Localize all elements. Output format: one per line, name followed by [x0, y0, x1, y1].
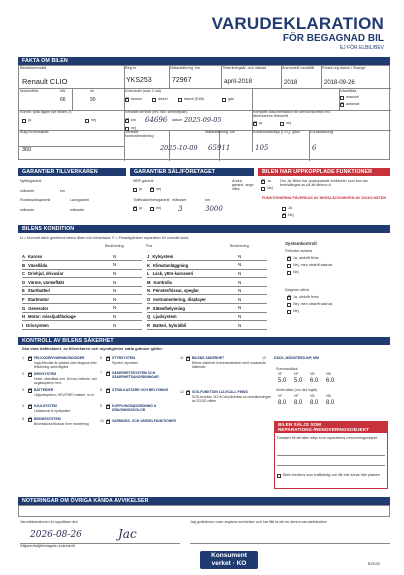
condition-code: Q	[147, 314, 151, 320]
condition-code: A	[22, 254, 26, 259]
condition-name: Kaross	[28, 254, 43, 259]
tread-value[interactable]: 6.0	[326, 378, 335, 384]
cond-right-row	[147, 288, 199, 293]
diagnos-yes-label: Ja, utskrift finns	[293, 295, 319, 299]
condition-divider	[22, 294, 142, 295]
tread-header: VB	[310, 394, 315, 398]
condition-code: M	[147, 279, 151, 285]
prev-insp-value: 2025-10-09	[160, 144, 198, 152]
cond-right-row	[147, 323, 186, 328]
regnr-value: YKS253	[126, 77, 152, 84]
brand-line2: verket · KO	[211, 560, 247, 567]
condition-code: G	[22, 305, 26, 311]
buyer-label: Jag godkänner ovan angivna avvikelser och har fått ta del av denna varudeklaration	[190, 520, 327, 524]
cond-left-row	[22, 263, 47, 268]
condition-name: Startbatteri	[27, 288, 51, 294]
brand-line1: Konsument	[211, 552, 247, 559]
gearbox-manual-label: manuell	[346, 95, 359, 99]
kw-label: kW	[60, 89, 66, 93]
condition-col-rating-left: Bedömning	[105, 244, 124, 248]
condition-name: Kontrolla	[153, 279, 172, 285]
condition-code: K	[147, 262, 151, 268]
connected-yes-checkbox[interactable]	[261, 180, 265, 184]
rust-label: Rostskyddsgaranti	[20, 198, 51, 202]
condition-code: L	[147, 271, 150, 277]
condition-code: J	[147, 254, 150, 259]
safety-item-checkbox[interactable]	[186, 391, 190, 395]
winter-label: Vinterdäck (om det ingår)	[276, 388, 318, 392]
connected-no-label: Nej	[267, 186, 273, 190]
safety-item-number: 6	[100, 356, 102, 360]
section-warranty-manufacturer: GARANTIER TILLVERKAREN	[18, 168, 126, 176]
section-notes: NOTERINGAR OM ÖVRIGA KÄNDA AVVIKELSER	[18, 497, 390, 505]
tread-value[interactable]: 6.0	[310, 378, 319, 384]
fuel-gas-checkbox[interactable]	[222, 98, 226, 102]
regnr-label: Reg.nr	[125, 66, 137, 70]
safety-item-checkbox[interactable]	[28, 405, 32, 409]
condition-rating[interactable]: N	[238, 296, 242, 302]
paint-month-label: månader	[70, 208, 85, 212]
gearbox-manual-checkbox[interactable]	[340, 96, 344, 100]
docs-no-label: nej	[286, 121, 291, 125]
condition-divider	[22, 320, 142, 321]
cond-right-row	[147, 254, 173, 259]
tread-value[interactable]: 5.0	[278, 378, 287, 384]
felkoder-nej2-label: Nej	[293, 270, 299, 274]
condition-name: Lack, yttre karosseri	[152, 271, 194, 277]
trafik-no-label: nej	[156, 206, 161, 210]
radio-no-checkbox[interactable]	[282, 214, 286, 218]
date-label: Varudeklarationen är upprättad den	[20, 520, 78, 524]
sale-danger-checkbox[interactable]	[277, 474, 281, 478]
docs-label: Komplett dokumentation för service/kontroll enl. tillverkarens föreskrift	[253, 110, 331, 118]
condition-rating[interactable]: N	[113, 296, 117, 302]
tax-value: 360	[22, 147, 32, 153]
safety-item-text: Inga felkoder är släckta utan diagnos eller felsökning samt åtgärd	[34, 361, 97, 369]
condition-rating[interactable]: N	[113, 270, 117, 276]
safety-item-checkbox[interactable]	[186, 357, 190, 361]
condition-divider	[22, 329, 142, 330]
mrf-label: MRF-garanti	[133, 179, 154, 183]
other-warranty-label: Andra garanti, ange vilka	[232, 179, 254, 191]
tread-header: HB	[326, 372, 331, 376]
motor-label: Motoreffekt	[20, 89, 39, 93]
safety-item-number: 13	[262, 356, 266, 360]
condition-divider	[147, 312, 267, 313]
mrf-no-checkbox[interactable]	[150, 188, 154, 192]
tread-value[interactable]: 8.0	[294, 400, 303, 406]
condition-divider	[22, 269, 142, 270]
sign-label: Säljaren/säljföretagets underskrift	[20, 544, 75, 548]
condition-rating[interactable]: N	[113, 279, 117, 285]
trafik-km-label: km	[205, 198, 210, 202]
condition-divider	[147, 277, 267, 278]
condition-rating[interactable]: N	[238, 313, 242, 319]
safety-item-checkbox[interactable]	[106, 420, 110, 424]
condition-rating[interactable]: N	[238, 253, 242, 259]
safety-item-number: 7	[100, 371, 102, 375]
cond-left-row	[22, 314, 76, 319]
felkoder-yes-label: Ja, utskrift finns	[293, 256, 319, 260]
condition-divider	[147, 294, 267, 295]
felkoder-label: Felkoder avlästa	[285, 249, 313, 253]
diagnos-nej2-checkbox[interactable]	[287, 310, 291, 314]
trafik-yes-checkbox[interactable]	[133, 207, 137, 211]
firstreg-label: Första reg.datum i Sverige	[322, 66, 366, 70]
condition-rating[interactable]: N	[238, 288, 242, 294]
service-label: Senaste service (enl. tillv. serviceplan)	[125, 110, 188, 114]
newcar-month-label: månader	[20, 189, 35, 193]
condition-code: C	[22, 271, 26, 277]
service-no-label: nej	[131, 126, 136, 130]
fuel-bensin-checkbox[interactable]	[125, 98, 129, 102]
euro-label: Euroklassning	[310, 130, 334, 134]
condition-name: Startmotor	[27, 297, 49, 302]
safety-item-number: 4	[22, 404, 24, 408]
condition-name: Säten/belysning	[152, 305, 185, 311]
modelyear-label: Årsmodell/ modellår	[282, 66, 315, 70]
fuel-diesel-label: diesel	[158, 97, 168, 101]
euro-value: 6	[312, 144, 317, 152]
tread-header: HB	[326, 394, 331, 398]
condition-rating[interactable]: N	[113, 253, 117, 259]
service-yes-checkbox[interactable]	[125, 119, 129, 123]
condition-col-pos: Pos	[146, 244, 153, 248]
safety-item-title: BATTERIER	[34, 388, 54, 392]
safety-item-title: DÄCK, MÖNSTERDJUP, MM	[274, 356, 319, 360]
summer-label: Sommardäck	[276, 367, 298, 371]
tread-header: VF	[278, 372, 283, 376]
trafik-label: Trafiksäkerhetsgaranti	[133, 198, 170, 202]
safety-item-text: Lågvoltsystem, HEV/PHEV batteri, m.m.	[34, 393, 95, 397]
felkoder-nej1-checkbox[interactable]	[287, 264, 291, 268]
condition-col-rating-right: Bedömning	[230, 244, 249, 248]
condition-divider	[147, 260, 267, 261]
condition-name: Generator	[28, 305, 49, 311]
co2-value: 105	[255, 144, 269, 152]
firstreg-value: 2018-09-26	[324, 80, 355, 86]
safety-intro: Ska vara trafiksäkert, av tillverkaren och myndigheter satta gränser gäller:	[22, 346, 163, 351]
safety-item-title: VARNINGS- OCH VARSELFUNKTIONER	[112, 419, 176, 423]
condition-name: Ljudsystem	[153, 314, 177, 320]
model-label: Bilmärke/modell	[20, 66, 47, 70]
safety-item-title: FELKODER/VARNINGSDIODER	[34, 356, 85, 360]
trafik-km-value: 3000	[205, 205, 223, 213]
cond-right-row	[147, 314, 177, 319]
safety-item-checkbox[interactable]	[106, 389, 110, 393]
sale-danger-label: Bilen bedöms som trafikfarlig och får inte köras från platsen	[283, 473, 380, 477]
co2-label: Koldioxidutsläpp (CO₂), g/km	[253, 130, 301, 134]
condition-code: O	[147, 297, 151, 302]
condition-rating[interactable]: N	[238, 270, 242, 276]
cond-left-row	[22, 297, 49, 302]
cond-right-row	[147, 280, 172, 285]
safety-item-text: Hoter, växellåda mm. Drivna, bränsle- och avgassystem m.m.	[34, 377, 98, 385]
condition-rating[interactable]: N	[238, 279, 242, 285]
cond-right-row	[147, 271, 193, 276]
tax-label: Årlig fordonsskatt	[20, 130, 49, 134]
condition-rating[interactable]: N	[238, 305, 242, 311]
diagnos-nej1-checkbox[interactable]	[287, 303, 291, 307]
service-km-label: km	[131, 118, 136, 122]
condition-rating[interactable]: N	[113, 313, 117, 319]
safety-item-checkbox[interactable]	[106, 357, 110, 361]
section-connected: BILEN HAR UPPKOPPLADE FUNKTIONER	[258, 168, 390, 176]
tread-value[interactable]: 8.0	[310, 400, 319, 406]
rust-month-label: månader	[20, 208, 35, 212]
condition-code: H	[22, 314, 26, 320]
mileage-label: Mätarställning, km	[170, 66, 200, 70]
trafik-yes-label: ja	[139, 206, 142, 210]
owners-yes-label: ja	[28, 118, 31, 122]
radio-yes-checkbox[interactable]	[282, 207, 286, 211]
section-condition: BILENS KONDITION	[18, 225, 390, 233]
diagnos-nej1-label: Nej, men utskrift saknas	[293, 302, 333, 306]
condition-code: B	[22, 262, 26, 268]
condition-legend: N = Normalt skick gentemot bilens ålder och körsträcka, F = Felaktig/kräver reparation för normalt skick	[20, 236, 189, 240]
cond-right-row	[147, 306, 185, 311]
made-label: Tillverkningsår- och månad	[222, 66, 267, 70]
safety-item-checkbox[interactable]	[28, 389, 32, 393]
condition-code: F	[22, 297, 25, 302]
kw-value: 66	[60, 97, 66, 103]
trafik-month-label: månader	[172, 198, 187, 202]
connected-note: Om Ja: Bilen har uppkopplade funktioner som kan tas bort/stängas av på att lämna ut	[280, 179, 368, 187]
tread-header: HF	[294, 394, 299, 398]
tread-header: VF	[278, 394, 283, 398]
safety-item-text: Länkarmar & hjulsystem	[34, 409, 71, 413]
trafik-no-checkbox[interactable]	[150, 207, 154, 211]
cond-left-row	[22, 288, 50, 293]
condition-code: I	[22, 322, 24, 328]
safety-item-title: SOS-FUNKTION 112-ECALL FINNS	[192, 390, 248, 394]
section-safety: KONTROLL AV BILENS SÄKERHET	[18, 337, 390, 345]
safety-item-text: Bilens säkerhet överensstämmer med nuvarande bildtester	[192, 361, 266, 369]
safety-item-text: Bromsskivor/klossar över monitering	[34, 422, 89, 426]
safety-item-checkbox[interactable]	[28, 418, 32, 422]
safety-item-number: 1	[22, 356, 24, 360]
condition-code: P	[147, 305, 150, 311]
safety-item-title: DRIVSYSTEM	[34, 372, 57, 376]
condition-divider	[22, 286, 142, 287]
condition-rating[interactable]: N	[238, 322, 242, 328]
newcar-km-label: km	[60, 189, 65, 193]
fuel-etanol-label: etanol (E85)	[184, 97, 205, 101]
condition-name: Motor: missljud/läckage	[28, 314, 76, 320]
condition-divider	[147, 320, 267, 321]
tread-value[interactable]: 8.0	[278, 400, 287, 406]
gearbox-automat-label: automat	[346, 102, 360, 106]
insp-km-label: Mätarställning, km	[205, 130, 235, 134]
prev-insp-label: Senaste kontrollbesiktning	[125, 130, 154, 138]
mrf-yes-checkbox[interactable]	[133, 188, 137, 192]
condition-code: E	[22, 288, 25, 294]
condition-name: Fönster/hissar, speglar	[153, 288, 199, 294]
fuel-diesel-checkbox[interactable]	[152, 98, 156, 102]
owners-no-checkbox[interactable]	[85, 119, 89, 123]
cond-right-row	[147, 297, 206, 302]
safety-item-text: Styrled, styrväxel	[112, 361, 138, 365]
mileage-value: 72967	[172, 77, 192, 84]
condition-rating[interactable]: N	[113, 262, 117, 268]
cond-left-row	[22, 254, 42, 259]
cond-left-row	[22, 280, 64, 285]
felkoder-yes-checkbox[interactable]	[287, 257, 291, 261]
section-facts-header: FAKTA OM BILEN	[18, 57, 390, 65]
diagnos-yes-checkbox[interactable]	[287, 296, 291, 300]
safety-item-checkbox[interactable]	[106, 405, 110, 409]
service-date-label: datum	[172, 118, 183, 122]
service-km-value: 64696	[145, 116, 168, 124]
page-title: VARUDEKLARATION	[211, 14, 384, 33]
condition-name: Batteri, hybridbil	[153, 322, 187, 328]
owners-check-label: Komm: tyda ägare (se bilden 2)	[20, 110, 72, 114]
safety-item-title: STYRSYSTEM	[112, 356, 135, 360]
gearbox-label: Växellåda	[340, 89, 357, 93]
safety-item-title: SÄKERHETSSYSTEM OCH SÄKERHETSANORDNINGAR	[112, 371, 159, 379]
safety-item-text: SOS-funktion 112-eCall påverkas av nedsläckningen av 2G/3G-näten	[192, 395, 272, 403]
safety-item-checkbox[interactable]	[28, 373, 32, 377]
safety-item-checkbox[interactable]	[106, 372, 110, 376]
systems-title: Systemkontroll	[285, 241, 317, 246]
docs-yes-checkbox[interactable]	[253, 122, 257, 126]
page-subtitle: FÖR BEGAGNAD BIL	[282, 33, 384, 44]
radio-yes-label: Ja	[288, 206, 292, 210]
signature: Jac	[118, 527, 137, 541]
condition-name: Instrumentering, displayer	[153, 297, 206, 302]
condition-rating[interactable]: N	[113, 288, 117, 294]
cond-left-row	[22, 271, 63, 276]
safety-item-number: 8	[100, 388, 102, 392]
docs-yes-label: ja	[259, 121, 262, 125]
condition-divider	[22, 260, 142, 261]
condition-code: R	[147, 322, 151, 328]
safety-item-title: KOPPLINGSANORDNING & DRAGNINGSÖGLOR	[112, 404, 157, 412]
tread-value[interactable]: 5.0	[294, 378, 303, 384]
fuel-label: Drivmedel (max 2 val)	[125, 89, 161, 93]
safety-item-number: 10	[100, 419, 104, 423]
modelyear-value: 2018	[284, 80, 298, 86]
safety-item-checkbox[interactable]	[28, 357, 32, 361]
newcar-label: Nybilsgaranti	[20, 179, 42, 183]
section-warranty-seller: GARANTIER SÄLJFÖRETAGET	[130, 168, 254, 176]
tread-header: VB	[310, 372, 315, 376]
condition-name: Kylsystem	[152, 254, 174, 259]
felkoder-nej2-checkbox[interactable]	[287, 271, 291, 275]
safety-item-title: BROMSSYSTEM	[34, 417, 61, 421]
cond-left-row	[22, 306, 48, 311]
safety-item-number: 11	[180, 356, 184, 360]
safety-item-number: 2	[22, 372, 24, 376]
mrf-no-label: nej	[156, 187, 161, 191]
sale-text: Orsaken till att bilen säljs som reparations-/renoveringsobjekt:	[277, 436, 378, 440]
owners-no-label: nej	[91, 118, 96, 122]
connected-yes-label: Ja	[267, 179, 271, 183]
condition-name: Drivsystem	[26, 322, 49, 328]
felkoder-nej1-label: Nej, men utskrift saknas	[293, 263, 333, 267]
fuel-bensin-label: bensin	[131, 97, 142, 101]
model-value: Renault CLIO	[22, 77, 68, 86]
hk-value: 90	[90, 97, 96, 103]
condition-code: D	[22, 279, 26, 285]
condition-divider	[147, 269, 267, 270]
condition-divider	[147, 303, 267, 304]
radio-note: FUNKTIONERNA PÅVERKAS AV NEDSLÄCKNINGEN AV 2G/3G-NÄTEN	[262, 196, 387, 200]
mrf-yes-label: ja	[139, 187, 142, 191]
safety-item-number: 12	[180, 390, 184, 394]
page-note: EJ FÖR ELBIL/BEV	[339, 45, 384, 51]
hk-label: hk	[90, 89, 94, 93]
condition-rating[interactable]: N	[113, 322, 117, 328]
tread-value[interactable]: 8.0	[326, 400, 335, 406]
owners-yes-checkbox[interactable]	[22, 119, 26, 123]
paint-label: Lackgaranti	[70, 198, 90, 202]
form-code: BVD25	[368, 562, 380, 566]
date-value: 2026-08-26	[30, 530, 82, 540]
notes-area[interactable]	[18, 505, 390, 517]
safety-item-title: BILENS SÄKERHET	[192, 356, 225, 360]
condition-rating[interactable]: N	[238, 262, 242, 268]
condition-name: Klimatanläggning	[153, 262, 189, 268]
safety-item-title: STRÅLKASTARE OCH BELYSNING	[112, 388, 169, 392]
condition-divider	[22, 277, 142, 278]
condition-divider	[22, 303, 142, 304]
insp-km-value: 65911	[208, 144, 231, 152]
radio-no-label: Nej	[288, 213, 294, 217]
gearbox-automat-checkbox[interactable]	[340, 103, 344, 107]
safety-item-number: 3	[22, 388, 24, 392]
cond-right-row	[147, 263, 188, 268]
made-value: april-2018	[224, 78, 253, 85]
condition-divider	[147, 329, 267, 330]
safety-item-number: 5	[22, 417, 24, 421]
trafik-months-value: 3	[178, 205, 183, 213]
condition-name: Drivhjul, drivaxlar	[28, 271, 64, 277]
diagnos-nej2-label: Nej	[293, 309, 299, 313]
condition-divider	[22, 312, 142, 313]
condition-name: Växellåda	[28, 262, 48, 268]
condition-rating[interactable]: N	[113, 305, 117, 311]
cond-left-row	[22, 323, 49, 328]
service-date-value: 2025-09-05	[184, 116, 222, 124]
fuel-etanol-checkbox[interactable]	[178, 98, 182, 102]
sale-header: BILEN SÄLJS SOM REPARATIONS-/RENOVERINGSOBJEKT	[274, 421, 388, 433]
tread-header: HF	[294, 372, 299, 376]
diagnos-label: Diagnos utförd	[285, 288, 309, 292]
condition-name: Värme, värmefläkt	[28, 279, 65, 285]
condition-code: N	[147, 288, 151, 294]
safety-item-number: 9	[100, 404, 102, 408]
docs-no-checkbox[interactable]	[280, 122, 284, 126]
safety-item-title: HJULSYSTEM	[34, 404, 57, 408]
connected-no-checkbox[interactable]	[261, 187, 265, 191]
condition-divider	[147, 286, 267, 287]
brand-logo	[200, 551, 258, 569]
fuel-gas-label: gas	[228, 97, 234, 101]
